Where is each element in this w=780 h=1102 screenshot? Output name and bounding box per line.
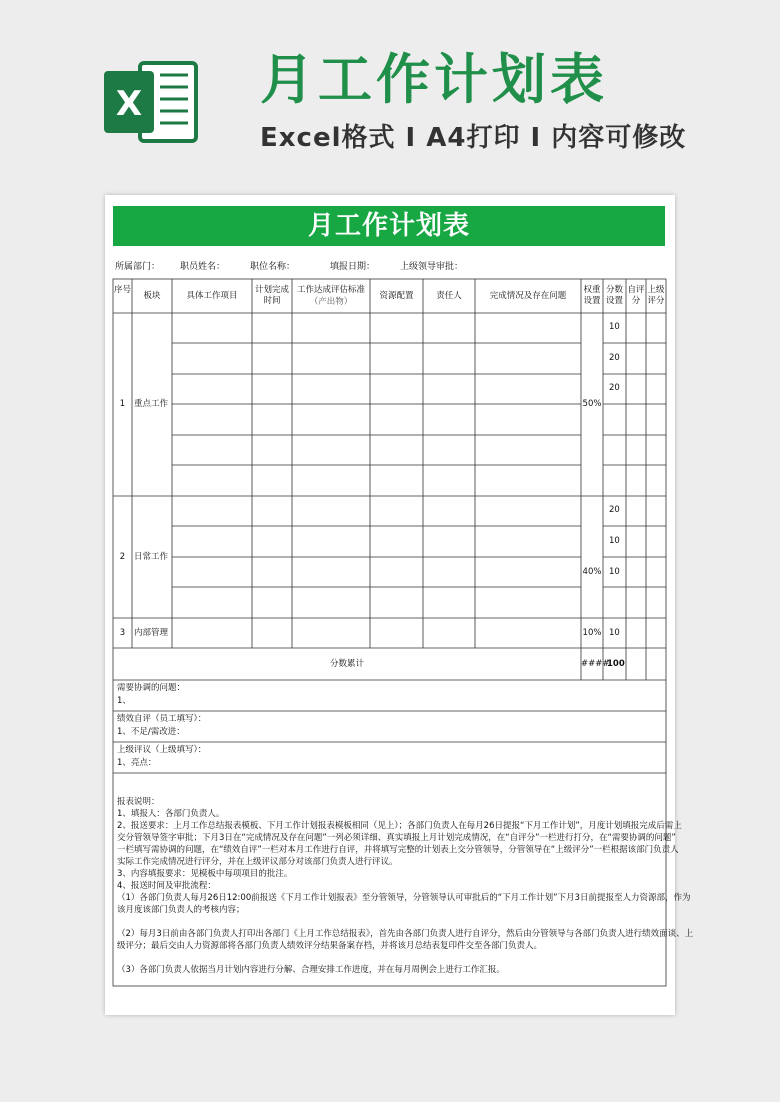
total-weight: #### <box>581 659 610 669</box>
excel-logo-icon <box>100 57 200 147</box>
hero-title: 月工作计划表 <box>260 48 608 111</box>
score-cell[interactable]: 10 <box>609 567 620 577</box>
header-seq: 序号 <box>113 285 131 295</box>
group-2-module: 日常工作 <box>134 552 169 562</box>
header-item: 具体工作项目 <box>186 291 238 301</box>
score-cell[interactable]: 20 <box>609 505 620 515</box>
note-line: 一栏填写需协调的问题，在“绩效自评”一栏对本月工作进行自评，并将填写完整的计划表上交分管领导，分管领导在“上级评分”一栏根据该部门负责人 <box>117 845 679 855</box>
note-line: 1、填报人：各部门负责人。 <box>117 809 225 819</box>
note-line: 2、报送要求：上月工作总结报表模板、下月工作计划报表模板相同（见上）；各部门负责人在每月26日提报“下月工作计划”，月度计划填报完成后需上 <box>117 821 682 831</box>
total-label: 分数累计 <box>329 659 364 669</box>
note-line: （1）各部门负责人每月26日12:00前报送《下月工作计划报表》至分管领导，分管领导认可审批后的“下月工作计划”下月3日前提报至人力资源部，作为 <box>117 893 691 903</box>
name-label: 职员姓名： <box>180 262 226 272</box>
score-cell[interactable]: 20 <box>609 383 620 393</box>
header-status: 完成情况及存在问题 <box>489 291 567 301</box>
approver-label: 上级领导审批： <box>400 262 464 272</box>
note-line <box>117 952 669 964</box>
header-module: 板块 <box>143 291 161 301</box>
note-line: 3、内容填报要求：见模板中每项项目的批注。 <box>117 869 293 879</box>
header-resource: 资源配置 <box>379 291 414 301</box>
score-cell[interactable]: 10 <box>609 322 620 332</box>
sheet-title: 月工作计划表 <box>113 206 665 246</box>
dept-label: 所属部门： <box>115 262 161 272</box>
date-label: 填报日期： <box>330 262 376 272</box>
group-3-seq: 3 <box>119 628 126 638</box>
score-cell[interactable]: 20 <box>609 353 620 363</box>
header-upper-score: 上级评分 <box>647 285 665 306</box>
group-1-weight: 50% <box>582 399 602 409</box>
group-1-module: 重点工作 <box>134 399 169 409</box>
report-notes <box>117 796 694 976</box>
worksheet <box>105 195 694 1015</box>
position-label: 职位名称： <box>250 262 296 272</box>
self-eval-label: 绩效自评（员工填写）： <box>117 714 207 724</box>
header-self-score: 自评分 <box>627 285 645 306</box>
issues-item: 1、 <box>117 696 131 706</box>
header-owner: 责任人 <box>436 291 462 301</box>
upper-eval-label: 上级评议（上级填写）： <box>117 745 207 755</box>
note-line: 该月度该部门负责人的考核内容； <box>117 905 245 915</box>
logo-letter: X <box>115 84 143 124</box>
note-line: 级评分；最后交由人力资源部将各部门负责人绩效评分结果备案存档，并将该月总结表复印件交至各部门负责人。 <box>117 941 543 951</box>
group-1-seq: 1 <box>119 399 126 409</box>
group-3-module: 内部管理 <box>134 628 169 638</box>
upper-eval-item: 1、亮点： <box>117 758 157 768</box>
group-3-weight: 10% <box>582 628 602 638</box>
header-standard: 工作达成评估标准 <box>296 285 365 295</box>
note-line: 4、报送时间及审批流程： <box>117 881 216 891</box>
header-score-set: 分数设置 <box>605 285 623 306</box>
group-2-seq: 2 <box>119 552 126 562</box>
note-line: 实际工作完成情况进行评分，并在上级评议部分对该部门负责人进行评议。 <box>117 857 398 867</box>
header-weight: 权重设置 <box>583 285 601 306</box>
note-line: （3）各部门负责人依据当月计划内容进行分解、合理安排工作进度，并在每月周例会上进行工作汇报。 <box>117 965 505 975</box>
note-line: 报表说明： <box>117 797 160 807</box>
score-cell[interactable]: 10 <box>609 536 620 546</box>
total-score: 100 <box>607 659 625 669</box>
header-standard-sub: （产出物） <box>309 297 353 307</box>
note-line <box>117 916 669 928</box>
header-plan-time: 计划完成时间 <box>254 285 289 306</box>
note-line: 交分管领导签字审批；下月3日在“完成情况及存在问题”一列必须详细、真实填报上月计划完成情况，在“自评分”一栏进行打分，在“需要协调的问题” <box>117 833 676 843</box>
note-line: （2）每月3日前由各部门负责人打印出各部门《上月工作总结报表》，首先由各部门负责人进行自评分，然后由分管领导与各部门负责人进行绩效面谈、上 <box>117 929 694 939</box>
score-cell[interactable]: 10 <box>609 628 620 638</box>
self-eval-item: 1、不足/需改进： <box>117 727 185 737</box>
hero-subtitle: Excel格式 I A4打印 I 内容可修改 <box>260 123 687 153</box>
group-2-weight: 40% <box>582 567 602 577</box>
issues-label: 需要协调的问题： <box>117 683 186 693</box>
